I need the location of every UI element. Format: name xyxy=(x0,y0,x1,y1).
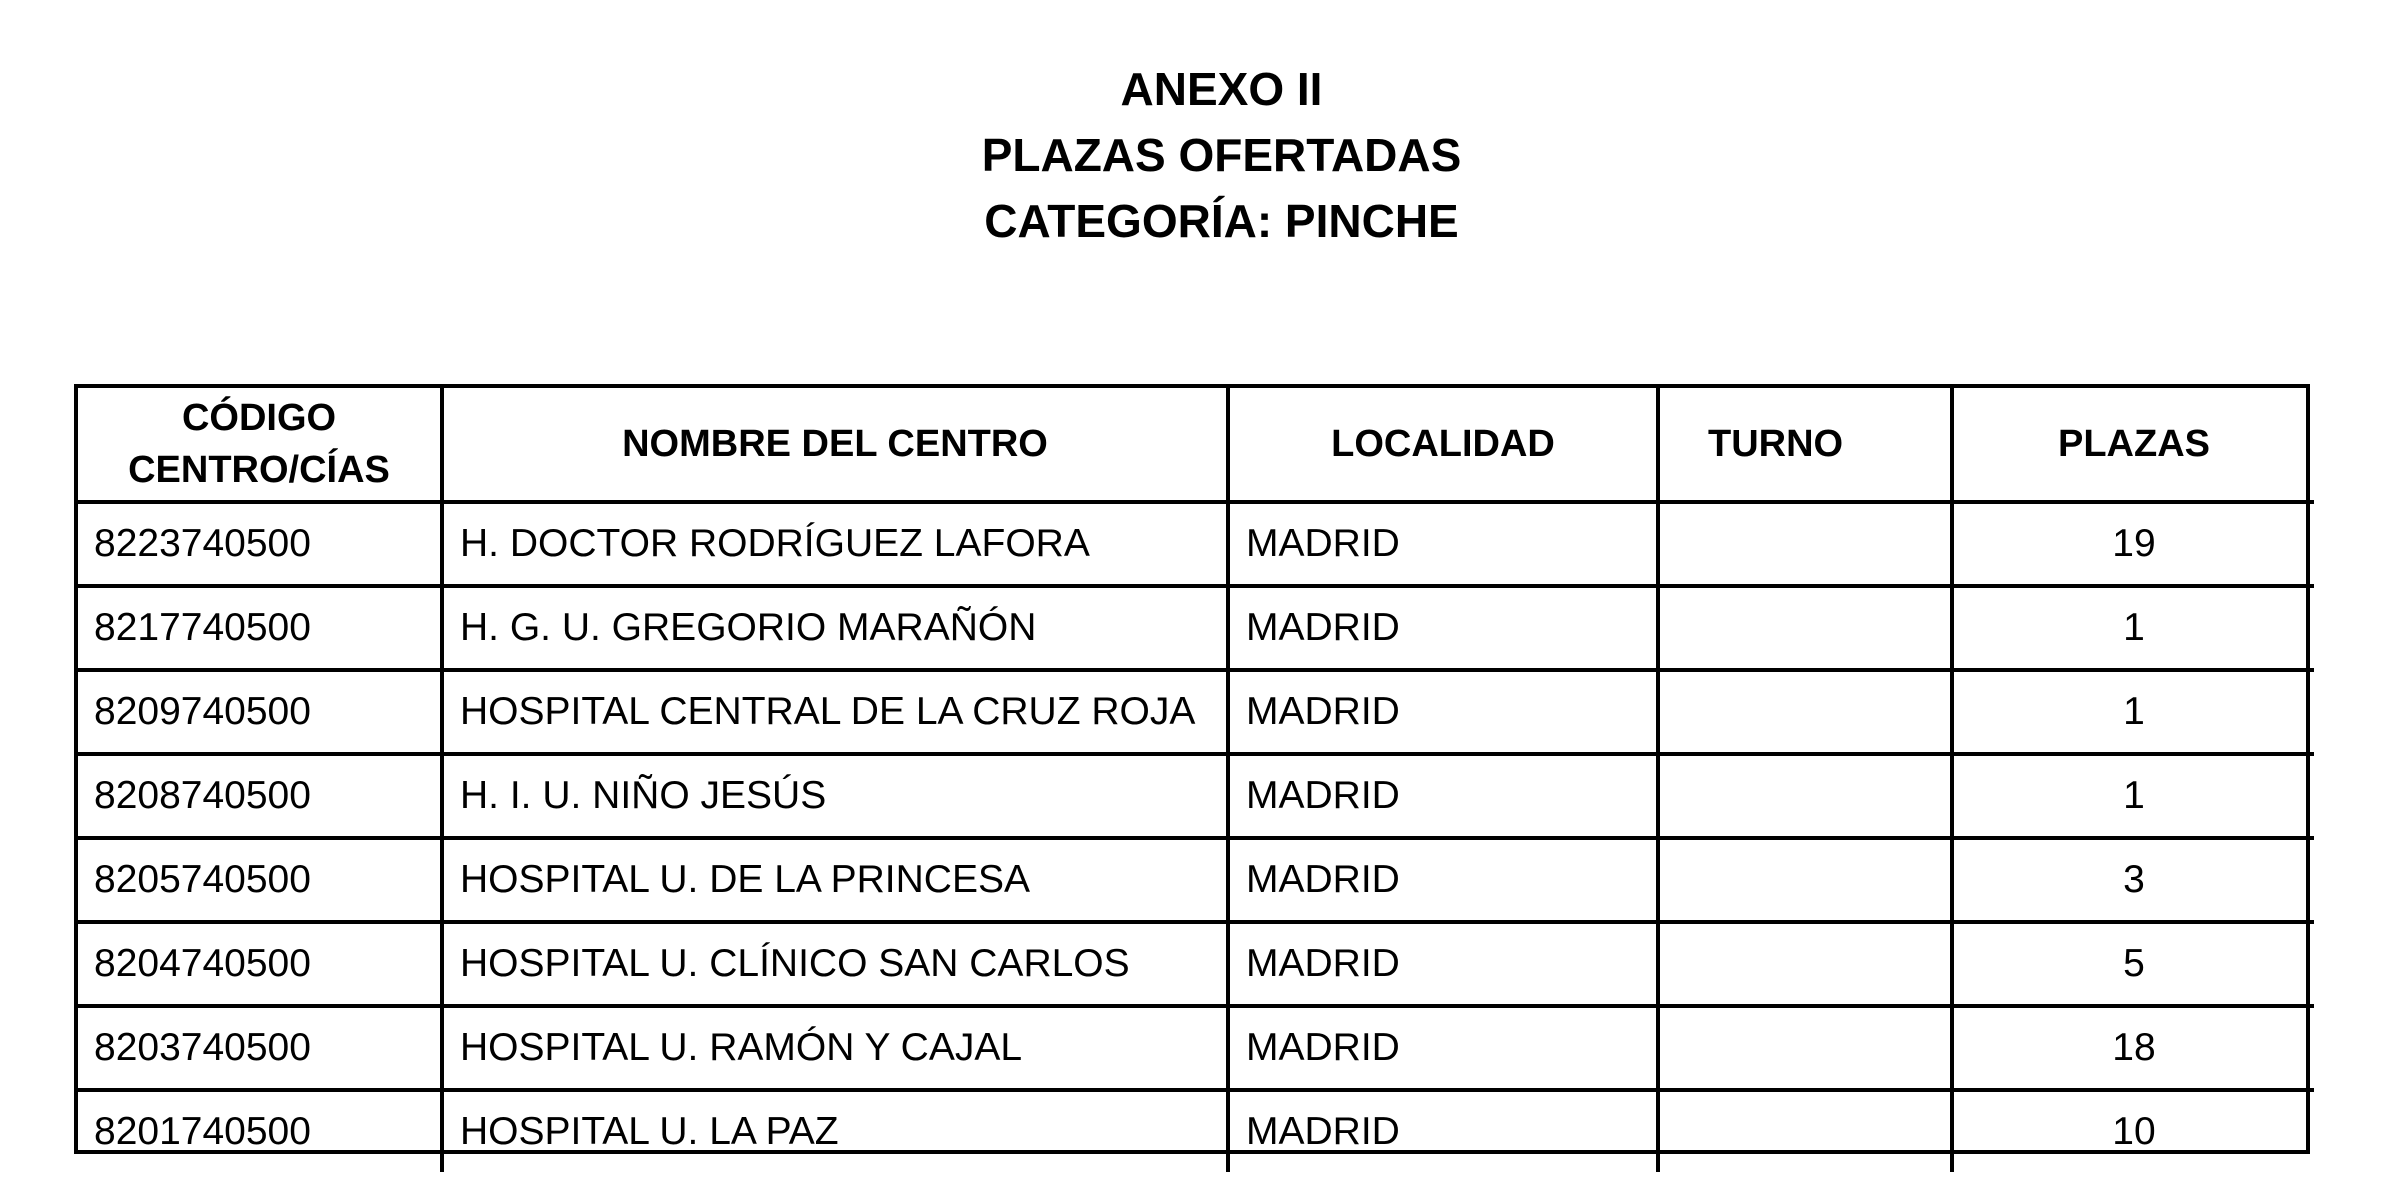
annex-title: ANEXO II xyxy=(1120,63,1323,115)
header-plazas: PLAZAS xyxy=(1952,388,2314,502)
cell-codigo: 8204740500 xyxy=(78,922,442,1006)
cell-codigo: 8209740500 xyxy=(78,670,442,754)
cell-nombre: HOSPITAL U. DE LA PRINCESA xyxy=(442,838,1228,922)
header-turno: TURNO xyxy=(1658,388,1952,502)
cell-nombre: H. G. U. GREGORIO MARAÑÓN xyxy=(442,586,1228,670)
cell-localidad: MADRID xyxy=(1228,502,1658,586)
cell-nombre: HOSPITAL U. LA PAZ xyxy=(442,1090,1228,1172)
cell-nombre: HOSPITAL CENTRAL DE LA CRUZ ROJA xyxy=(442,670,1228,754)
cell-plazas: 19 xyxy=(1952,502,2314,586)
cell-turno xyxy=(1658,838,1952,922)
cell-plazas: 3 xyxy=(1952,838,2314,922)
table-row xyxy=(78,754,2314,838)
document-title xyxy=(0,56,2392,254)
cell-plazas: 1 xyxy=(1952,754,2314,838)
cell-localidad: MADRID xyxy=(1228,838,1658,922)
table-row xyxy=(78,502,2314,586)
table-header-row xyxy=(78,388,2314,502)
cell-turno xyxy=(1658,1090,1952,1172)
cell-plazas: 18 xyxy=(1952,1006,2314,1090)
cell-turno xyxy=(1658,502,1952,586)
header-nombre: NOMBRE DEL CENTRO xyxy=(442,388,1228,502)
cell-nombre: H. I. U. NIÑO JESÚS xyxy=(442,754,1228,838)
cell-plazas: 1 xyxy=(1952,586,2314,670)
cell-nombre: H. DOCTOR RODRÍGUEZ LAFORA xyxy=(442,502,1228,586)
cell-nombre: HOSPITAL U. RAMÓN Y CAJAL xyxy=(442,1006,1228,1090)
cell-turno xyxy=(1658,754,1952,838)
cell-localidad: MADRID xyxy=(1228,1006,1658,1090)
places-table xyxy=(74,384,2310,1154)
cell-plazas: 1 xyxy=(1952,670,2314,754)
table-row xyxy=(78,838,2314,922)
table-row xyxy=(78,922,2314,1006)
table-row xyxy=(78,670,2314,754)
header-codigo-line1: CÓDIGO xyxy=(181,397,337,439)
cell-codigo: 8208740500 xyxy=(78,754,442,838)
table-row xyxy=(78,1006,2314,1090)
table-row xyxy=(78,586,2314,670)
cell-plazas: 10 xyxy=(1952,1090,2314,1172)
category-title: CATEGORÍA: PINCHE xyxy=(984,195,1459,247)
cell-localidad: MADRID xyxy=(1228,586,1658,670)
cell-localidad: MADRID xyxy=(1228,754,1658,838)
header-localidad: LOCALIDAD xyxy=(1228,388,1658,502)
table-row xyxy=(78,1090,2314,1172)
cell-turno xyxy=(1658,586,1952,670)
header-codigo-line2: CENTRO/CÍAS xyxy=(128,449,390,491)
cell-codigo: 8223740500 xyxy=(78,502,442,586)
cell-localidad: MADRID xyxy=(1228,1090,1658,1172)
header-codigo xyxy=(78,388,442,502)
cell-nombre: HOSPITAL U. CLÍNICO SAN CARLOS xyxy=(442,922,1228,1006)
cell-codigo: 8205740500 xyxy=(78,838,442,922)
cell-plazas: 5 xyxy=(1952,922,2314,1006)
cell-codigo: 8217740500 xyxy=(78,586,442,670)
cell-codigo: 8203740500 xyxy=(78,1006,442,1090)
cell-localidad: MADRID xyxy=(1228,670,1658,754)
offered-places-title: PLAZAS OFERTADAS xyxy=(981,129,1462,181)
cell-turno xyxy=(1658,670,1952,754)
cell-turno xyxy=(1658,922,1952,1006)
cell-codigo: 8201740500 xyxy=(78,1090,442,1172)
cell-localidad: MADRID xyxy=(1228,922,1658,1006)
cell-turno xyxy=(1658,1006,1952,1090)
